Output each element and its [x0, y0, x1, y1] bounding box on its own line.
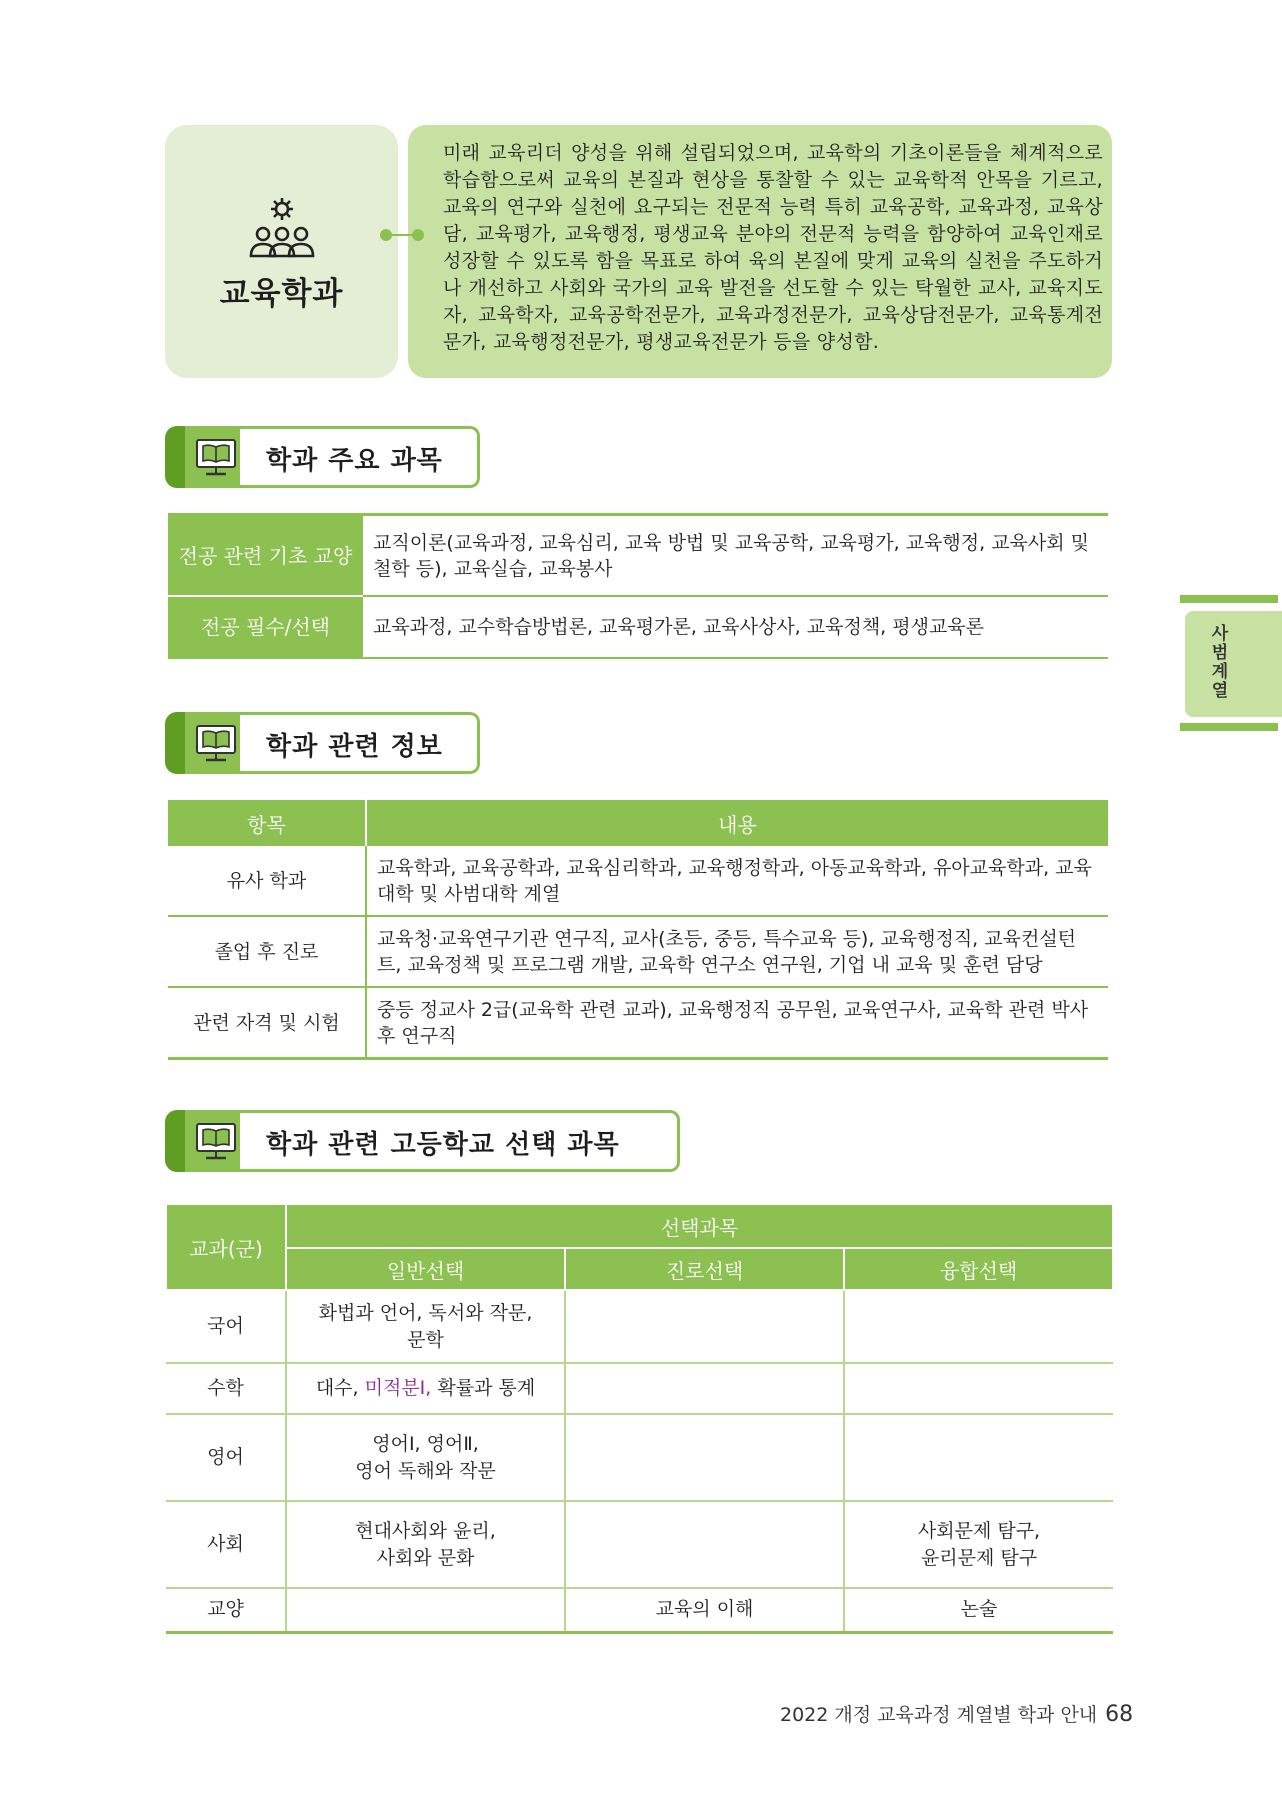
row-label: 졸업 후 진로	[168, 916, 366, 987]
section-title: 학과 관련 정보	[266, 732, 443, 762]
cell-text: 대수,	[315, 1377, 365, 1399]
table-row	[168, 916, 1108, 987]
cell-text: 확률과 통계	[431, 1377, 536, 1399]
section-header-dept-info	[165, 712, 480, 774]
cell-line: 영어 독해와 작문	[355, 1459, 496, 1482]
footer-text: 2022 개정 교육과정 계열별 학과 안내	[780, 1704, 1098, 1726]
table-row	[166, 1290, 1113, 1363]
col-header: 일반선택	[286, 1248, 565, 1290]
side-tab-label: 사범계열	[1211, 624, 1229, 701]
section-header-hs-courses	[165, 1110, 680, 1172]
table-row	[168, 987, 1108, 1059]
subject-cell: 교양	[166, 1588, 286, 1632]
col-header-group: 선택과목	[286, 1204, 1113, 1248]
general-cell	[286, 1501, 565, 1588]
fusion-cell	[844, 1414, 1113, 1501]
cell-line: 화법과 언어, 독서와 작문,	[318, 1301, 533, 1324]
row-label: 전공 필수/선택	[168, 596, 363, 658]
career-cell	[565, 1290, 844, 1363]
side-tab-top-bar	[1180, 595, 1278, 603]
table-row	[168, 846, 1108, 916]
subject-cell: 사회	[166, 1501, 286, 1588]
dept-name: 교육학과	[219, 276, 344, 312]
cell-line: 사회문제 탐구,	[917, 1519, 1041, 1542]
subject-cell: 영어	[166, 1414, 286, 1501]
row-content: 중등 정교사 2급(교육학 관련 교과), 교육행정직 공무원, 교육연구사, 교육학 관련 박사 후 연구직	[366, 987, 1108, 1059]
major-courses-table	[168, 513, 1108, 659]
fusion-cell	[844, 1501, 1113, 1588]
career-cell	[565, 1414, 844, 1501]
cell-line: 문학	[407, 1328, 444, 1351]
row-content: 교육과정, 교수학습방법론, 교육평가론, 교육사상사, 교육정책, 평생교육론	[363, 596, 1108, 658]
col-header: 내용	[366, 800, 1108, 846]
connector-dots	[380, 228, 424, 242]
section-title: 학과 주요 과목	[266, 446, 443, 476]
monitor-book-icon	[194, 724, 238, 764]
table-row	[166, 1588, 1113, 1632]
col-header: 항목	[168, 800, 366, 846]
general-cell	[286, 1414, 565, 1501]
fusion-cell	[844, 1363, 1113, 1414]
side-tab-bottom-bar	[1180, 723, 1278, 731]
row-label: 유사 학과	[168, 846, 366, 916]
row-content: 교육청·교육연구기관 연구직, 교사(초등, 중등, 특수교육 등), 교육행정직, 교육컨설턴트, 교육정책 및 프로그램 개발, 교육학 연구소 연구원, 기업 내 교육 및 훈련 담당	[366, 916, 1108, 987]
dept-info-table	[168, 800, 1108, 1060]
general-cell	[286, 1588, 565, 1632]
row-content: 교직이론(교육과정, 교육심리, 교육 방법 및 교육공학, 교육평가, 교육행정, 교육사회 및 철학 등), 교육실습, 교육봉사	[363, 515, 1108, 597]
career-cell: 교육의 이해	[565, 1588, 844, 1632]
table-header-row	[166, 1248, 1113, 1290]
cell-line: 현대사회와 윤리,	[355, 1519, 496, 1542]
cell-line: 윤리문제 탐구	[920, 1546, 1038, 1569]
col-header: 진로선택	[565, 1248, 844, 1290]
dept-description: 미래 교육리더 양성을 위해 설립되었으며, 교육학의 기초이론들을 체계적으로 학습함으로써 교육의 본질과 현상을 통찰할 수 있는 교육학적 안목을 기르고, 교육의 연구와 실천에 요구되는 전문적 능력 특히 교육공학, 교육과정, 교육상담, 교육평가, 교육행정, 평생교육 분야의 전문적 능력을 함양하여 교육인재로 성장할 수 있도록 함을 목표로 하여 육의 본질에 맞게 교육의 실천을 주도하거나 개선하고 사회와 국가의 교육 발전을 선도할 수 있는 탁월한 교사, 교육지도자, 교육학자, 교육공학전문가, 교육과정전문가, 교육상담전문가, 교육통계전문가, 교육행정전문가, 평생교육전문가 등을 양성함.	[443, 142, 1103, 353]
people-gear-icon	[247, 196, 317, 260]
subject-cell: 국어	[166, 1290, 286, 1363]
section-header-major-courses	[165, 426, 480, 488]
page-footer	[780, 1700, 1134, 1727]
hs-courses-table	[165, 1203, 1114, 1634]
col-header-subject: 교과(군)	[166, 1204, 286, 1290]
table-row	[168, 515, 1108, 597]
monitor-book-icon	[194, 1122, 238, 1162]
career-cell	[565, 1363, 844, 1414]
table-row	[166, 1414, 1113, 1501]
table-header-row	[166, 1204, 1113, 1248]
cell-line: 사회와 문화	[376, 1546, 475, 1569]
row-label: 관련 자격 및 시험	[168, 987, 366, 1059]
fusion-cell: 논술	[844, 1588, 1113, 1632]
general-cell	[286, 1363, 565, 1414]
table-row	[168, 596, 1108, 658]
table-header-row	[168, 800, 1108, 846]
career-cell	[565, 1501, 844, 1588]
cell-line: 영어Ⅰ, 영어Ⅱ,	[372, 1432, 479, 1455]
table-row	[166, 1363, 1113, 1414]
row-label: 전공 관련 기초 교양	[168, 515, 363, 597]
col-header: 융합선택	[844, 1248, 1113, 1290]
table-row	[166, 1501, 1113, 1588]
section-title: 학과 관련 고등학교 선택 과목	[266, 1130, 620, 1160]
fusion-cell	[844, 1290, 1113, 1363]
side-tab-category	[1185, 611, 1282, 717]
page-number: 68	[1105, 1702, 1134, 1727]
highlighted-course: 미적분Ⅰ,	[364, 1377, 432, 1399]
general-cell	[286, 1290, 565, 1363]
monitor-book-icon	[194, 438, 238, 478]
row-content: 교육학과, 교육공학과, 교육심리학과, 교육행정학과, 아동교육학과, 유아교육학과, 교육대학 및 사범대학 계열	[366, 846, 1108, 916]
subject-cell: 수학	[166, 1363, 286, 1414]
